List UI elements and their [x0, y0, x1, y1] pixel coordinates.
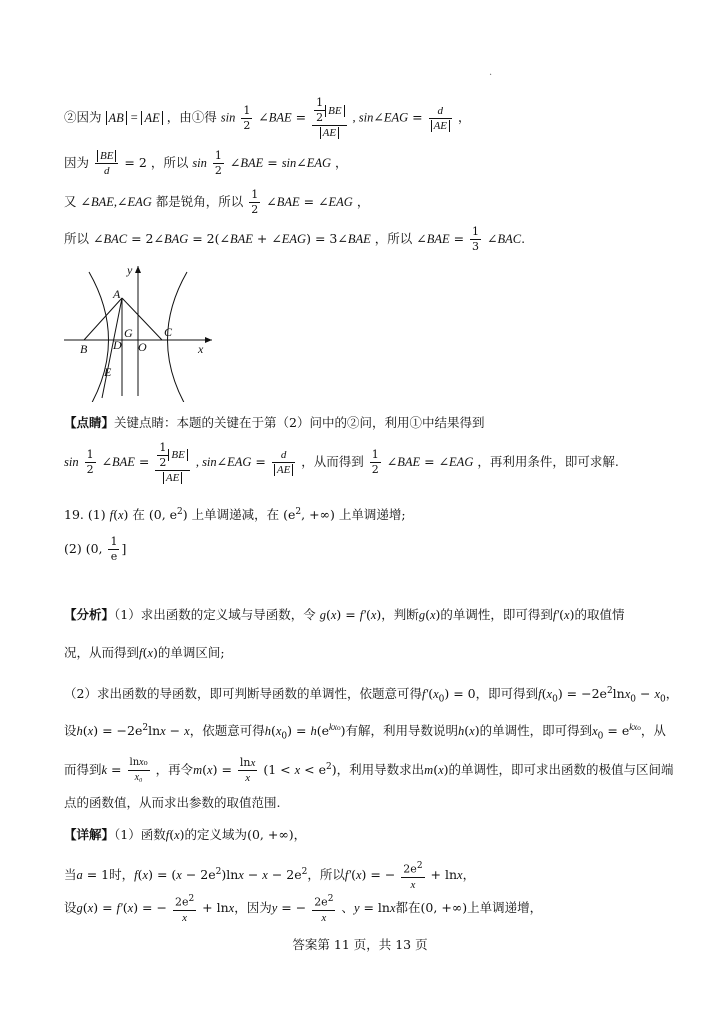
analysis-line-2: 况，从而得到f(x)的单调区间;	[64, 645, 225, 660]
stray-mark: ·	[489, 70, 493, 81]
q19-answer-2: (2) (0, $\frac{1}{e}$ ]	[64, 535, 127, 563]
y-axis-arrow	[135, 266, 141, 273]
hyperbola-figure	[62, 262, 222, 402]
analysis-line-3: （2）求出函数的导函数，即可判断导函数的单调性，依题意可得$f'(x_0) = 0$，即可得到$f(x_0) = -2e^2\ln x_0 - x_0$，	[64, 686, 679, 705]
dianjing-line-2: sin $\frac{1}{2}$ ∠BAE = $\frac{1}{2}$ BE AE , sin∠EAG = $\frac{d}{AE}$ ，从而得到 $\frac{1}{2}$ ∠BAE = ∠EAG ，再利用条件，即可求解.	[64, 440, 619, 484]
fig-label-x: x	[198, 342, 204, 356]
analysis-line-6: 点的函数值，从而求出参数的取值范围.	[64, 795, 281, 810]
fig-label-C: C	[164, 325, 173, 339]
fig-label-O: O	[138, 340, 147, 354]
fig-label-B: B	[80, 342, 88, 356]
analysis-line-1: 【分析】（1）求出函数的定义域与导函数，令 g(x) = f′(x)，判断g(x)的单调性，即可得到f′(x)的取值情	[64, 607, 625, 622]
detail-line-2: 当a = 1时，$f(x) = (x - 2e^2)\ln x - x - 2e^2$，所以f′(x) = − $\frac{2e^2}{x}$ + lnx，	[64, 861, 476, 891]
detail-line-3: 设g(x) = f′(x) = − $\frac{2e^2}{x}$ + lnx，因为y = − $\frac{2e^2}{x}$ 、y = lnx都在(0, +∞)上单调递增，	[64, 894, 543, 924]
part2-line-4: 所以 ∠BAC = 2∠BAG = 2(∠BAE + ∠EAG) = 3∠BAE ，所以 ∠BAE = $\frac{1}{3}$ ∠BAC.	[64, 225, 526, 253]
part2-line-3: 又 ∠BAE,∠EAG 都是锐角，所以 $\frac{1}{2}$ ∠BAE = ∠EAG ，	[64, 188, 370, 216]
fig-label-D: D	[113, 338, 122, 352]
part2-line-1: ②因为 AB = AE ，由①得 sin $\frac{1}{2}$ ∠BAE = $\frac{1}{2}$ BE AE , sin∠EAG = $\frac{d}{AE}$ ，	[64, 96, 471, 139]
part2-line-2: 因为 $\frac{BE}{d}$ = 2 ，所以 sin $\frac{1}{2}$ ∠BAE = sin∠EAG ，	[64, 149, 348, 177]
x-axis-arrow	[205, 337, 212, 343]
fig-label-y: y	[127, 263, 133, 277]
dianjing-line-1: 【点睛】关键点睛：本题的关键在于第（2）问中的②问，利用①中结果得到	[64, 415, 485, 430]
analysis-line-4: 设$h(x) = -2e^2\ln x - x$，依题意可得$h(x_0) = h(e^{kx_0})$有解，利用导数说明h(x)的单调性，即可得到$x_0 = e^{kx_0}$，从	[64, 722, 666, 742]
fig-label-E: E	[104, 365, 112, 379]
analysis-line-5: 而得到k = $\frac{\text{lnx₀}}{\text{x₀}}$ ，再令m(x) = $\frac{\ln x}{x}$ $(1 < x < e^2)$，利用导数求出m(x)的单调性，即可求出函数的极值与区间端	[64, 756, 674, 785]
fig-label-A: A	[113, 287, 121, 301]
fig-label-G: G	[124, 326, 133, 340]
detail-line-1: 【详解】（1）函数f(x)的定义域为(0, +∞)，	[64, 827, 307, 842]
q19-answer-1: 19. (1) f(x) 在 (0, $e^2$) 上单调递减，在 ($e^2$, +∞) 上单调递增;	[64, 507, 406, 523]
page-footer: 答案第 11 页，共 13 页	[292, 937, 428, 952]
